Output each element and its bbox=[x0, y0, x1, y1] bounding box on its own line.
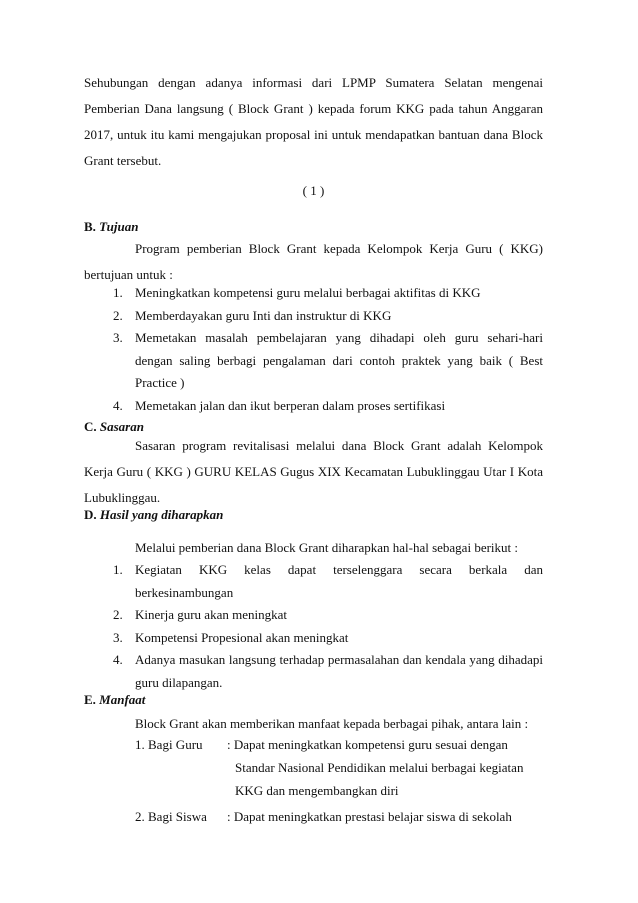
list-item: 1. Kegiatan KKG kelas dapat terselenggara secara berkala dan berkesinambungan bbox=[113, 562, 543, 600]
section-d-intro: Melalui pemberian dana Block Grant diharapkan hal-hal sebagai berikut : bbox=[135, 540, 518, 555]
section-e-title: Manfaat bbox=[99, 692, 146, 707]
section-d-title: Hasil yang diharapkan bbox=[99, 507, 224, 522]
section-b-paragraph: Program pemberian Block Grant kepada Kelompok Kerja Guru ( KKG) bertujuan untuk : bbox=[84, 241, 543, 282]
benefit-item bbox=[135, 734, 555, 802]
list-item: 2. Memberdayakan guru Inti dan instruktur di KKG bbox=[113, 307, 392, 323]
list-item: 1. Meningkatkan kompetensi guru melalui berbagai aktifitas di KKG bbox=[113, 285, 481, 300]
intro-paragraph: Sehubungan dengan adanya informasi dari LPMP Sumatera Selatan mengenai Pemberian Dana langsung ( Block Grant ) kepada forum KKG pada tahun Anggaran 2017, untuk itu kami mengajukan proposal ini untuk mendapatkan bantuan dana Block Grant tersebut. bbox=[84, 75, 543, 168]
section-b-list bbox=[84, 282, 543, 417]
section-c-title: Sasaran bbox=[99, 419, 144, 434]
section-d-heading bbox=[84, 505, 223, 525]
section-e-intro: Block Grant akan memberikan manfaat kepada berbagai pihak, antara lain : bbox=[135, 716, 529, 731]
list-item: 4. Memetakan jalan dan ikut berperan dalam proses sertifikasi bbox=[113, 397, 446, 413]
section-d-letter: D. bbox=[84, 507, 97, 522]
benefit-item bbox=[135, 806, 555, 829]
section-b-heading bbox=[84, 217, 138, 237]
section-d-list bbox=[84, 559, 543, 694]
page-number: ( 1 ) bbox=[302, 183, 325, 198]
list-item: 3. Memetakan masalah pembelajaran yang dihadapi oleh guru sehari-hari dengan saling berbagi pengalaman dari contoh praktek yang baik ( Best Practice ) bbox=[113, 330, 543, 390]
benefit-label: 2. Bagi Siswa bbox=[135, 809, 207, 825]
section-b-letter: B. bbox=[84, 219, 96, 234]
list-item: 3. Kompetensi Propesional akan meningkat bbox=[113, 629, 349, 645]
benefit-list bbox=[135, 734, 555, 829]
benefit-text: : Dapat meningkatkan kompetensi guru sesuai dengan Standar Nasional Pendidikan melalui berbagai kegiatan KKG dan mengembangkan diri bbox=[227, 737, 524, 798]
section-c-letter: C. bbox=[84, 419, 97, 434]
section-e-letter: E. bbox=[84, 692, 96, 707]
benefit-label: 1. Bagi Guru bbox=[135, 737, 203, 752]
list-item: 4. Adanya masukan langsung terhadap permasalahan dan kendala yang dihadapi guru dilapangan. bbox=[113, 652, 543, 690]
list-item: 2. Kinerja guru akan meningkat bbox=[113, 607, 287, 622]
section-c-paragraph: Sasaran program revitalisasi melalui dana Block Grant adalah Kelompok Kerja Guru ( KKG ) GURU KELAS Gugus XIX Kecamatan Lubuklinggau Utar I Kota Lubuklinggau. bbox=[84, 438, 543, 505]
benefit-text: : Dapat meningkatkan prestasi belajar siswa di sekolah bbox=[227, 809, 512, 825]
section-b-title: Tujuan bbox=[99, 219, 139, 234]
section-e-heading bbox=[84, 690, 145, 710]
